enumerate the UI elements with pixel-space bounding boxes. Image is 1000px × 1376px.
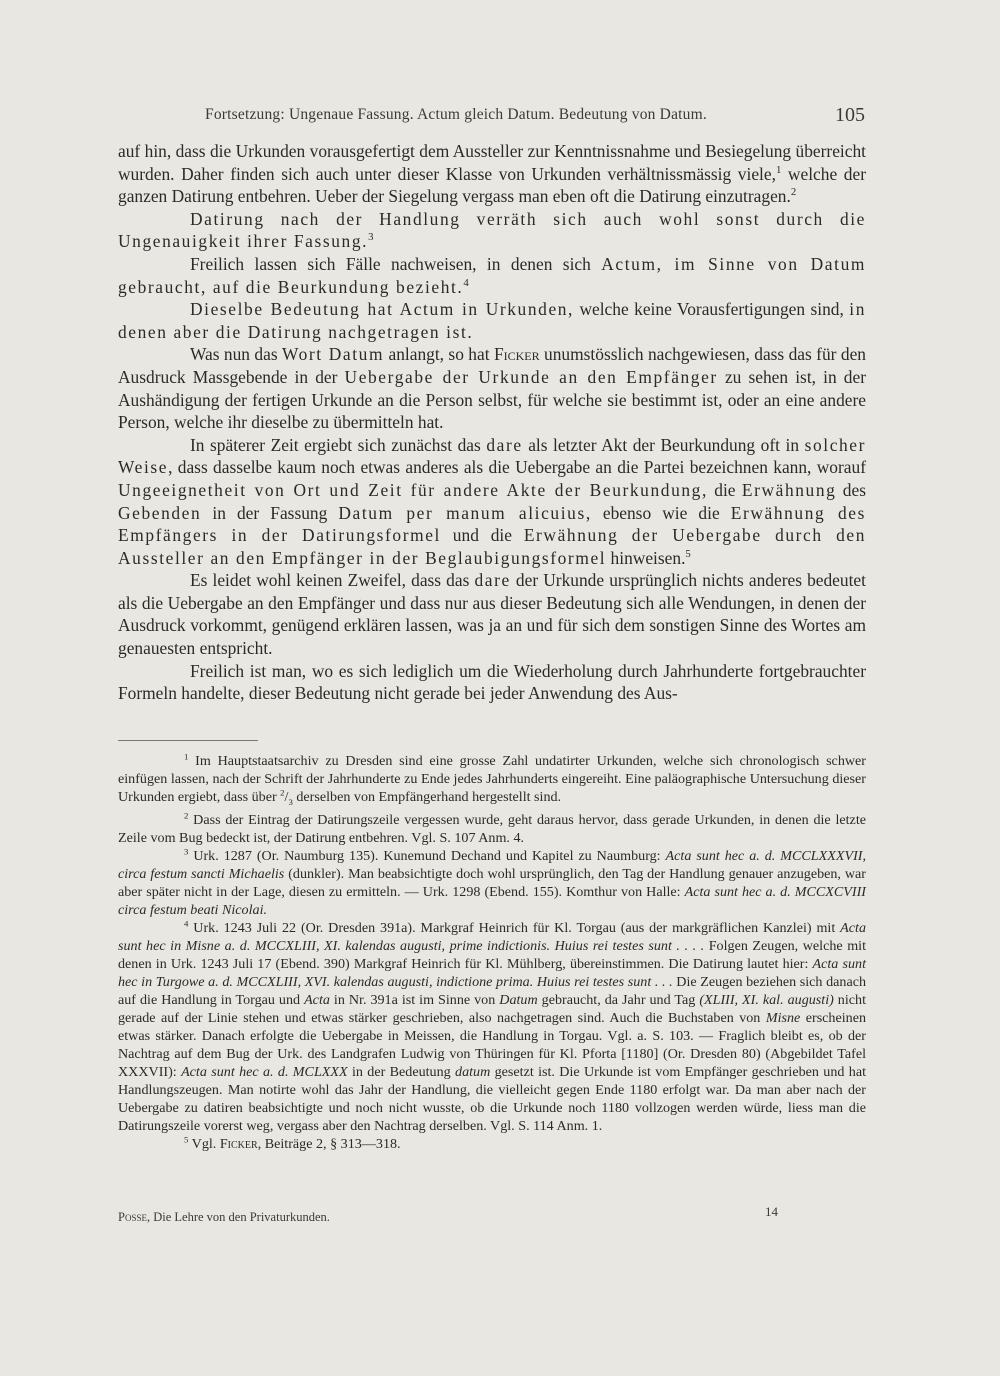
footnote-1: $^1$ Im Hauptstaatsarchiv zu Dresden sind eine grosse Zahl undatirter Urkunden, welche sich chronologisch schwer einfügen lassen, nach der Schrift der Jahrhunderte zu Ende jedes Jahrhunderts eingereiht. Eine paläographische Untersuchung dieser Urkunden ergiebt, dass über $^2/_3$ derselben von Empfängerhand hergestellt sind. bbox=[118, 751, 866, 807]
running-title: Fortsetzung: Ungenaue Fassung. Actum gleich Datum. Bedeutung von Datum. bbox=[205, 106, 707, 123]
paragraph-1 bbox=[118, 140, 866, 208]
text-span: zu sehen ist, in der Aushändigung der fertigen Urkunde an die Person selbst, für welche sie bestimmt ist, oder an eine andere Person, welche ihr dieselbe zu übermitteln hat. bbox=[118, 366, 866, 433]
page-number: 105 bbox=[835, 104, 865, 126]
spaced-text: in denen aber die Datirung nachgetragen ist. bbox=[118, 299, 866, 342]
spaced-text: Dieselbe Bedeutung hat Actum in Urkunden, bbox=[190, 299, 575, 320]
footnote-ref-5: 5 bbox=[685, 547, 691, 560]
text-span: als letzter Akt der Beurkundung oft in bbox=[522, 434, 805, 455]
footnote-mark: 3 bbox=[184, 846, 189, 857]
footnote-mark: 5 bbox=[184, 1134, 189, 1145]
footer-author: Posse bbox=[118, 1210, 147, 1224]
text-span: Folgen Zeugen, welche mit denen in Urk. 1243 Juli 17 (Ebend. 390) Markgraf Heinrich für Kl. Mühlberg, übereinstimmen. Die Datirung lautet hier: bbox=[118, 937, 866, 972]
text-span: , dass dasselbe kaum noch etwas anderes als die Uebergabe an die Partei bezeichnen kann, worauf bbox=[168, 457, 866, 478]
text-span: erscheinen etwas stärker. Danach erfolgte die Uebergabe in Meissen, die Handlung in Torgau. Vgl. a. S. 103. — Fraglich bleibt es, ob der Nachtrag auf dem Bug der Urk. des Landgrafen Ludwig von Thüringen für Kl. Pforta [1180] (Or. Dresden 80) (Abgebildet Tafel XXXVII): bbox=[118, 1009, 867, 1080]
page-footer bbox=[118, 1204, 778, 1232]
text-span: Es leidet wohl keinen Zweifel, dass das bbox=[190, 570, 475, 591]
italic-quote: Acta sunt hec a. d. MCCLXXXVII, circa festum sancti Michaelis bbox=[118, 847, 866, 882]
italic-quote: Acta sunt hec in Misne a. d. MCCXLIII, XI. kalendas augusti, prime indictionis. Huius rei testes sunt . . . . bbox=[118, 919, 866, 954]
text-span: in der Fassung bbox=[201, 502, 339, 523]
paragraph-5 bbox=[118, 343, 866, 433]
italic-quote: Datum bbox=[499, 991, 538, 1008]
text-span: des bbox=[836, 479, 866, 500]
spaced-text: Datum per manum alicuius, bbox=[338, 502, 592, 523]
fraction-denominator: 3 bbox=[288, 796, 293, 807]
text-span: Die Zeugen beziehen sich danach auf die Handlung in Torgau und bbox=[118, 973, 866, 1008]
spaced-text: dare bbox=[474, 570, 511, 591]
author-name: Ficker bbox=[493, 344, 540, 365]
footnote-mark: 2 bbox=[184, 810, 189, 821]
text-span: auf hin, dass die Urkunden vorausgefertigt dem Aussteller zur Kenntnissnahme und Besiegelung überreicht wurden. Daher finden sich auch unter dieser Klasse von Urkunden verhältnissmässig viele, bbox=[118, 141, 866, 184]
italic-quote: Acta bbox=[304, 991, 330, 1008]
text-span: Dass der Eintrag der Datirungszeile vergessen wurde, geht daraus hervor, dass gerade Urkunden, in denen die letzte Zeile vom Bug bedeckt ist, der Datirung entbehren. Vgl. S. 107 Anm. 4. bbox=[118, 811, 866, 846]
spaced-text: Erwähnung der Uebergabe durch den Aussteller an den Empfänger in der Beglaubigungsformel bbox=[118, 525, 866, 568]
paragraph-8: Freilich ist man, wo es sich lediglich um die Wiederholung durch Jahrhunderte fortgebrauchter Formeln handelte, dieser Bedeutung nicht gerade bei jeder Anwendung des Aus- bbox=[118, 660, 866, 704]
running-header bbox=[120, 104, 865, 130]
text-span: Was nun das bbox=[190, 344, 282, 365]
footnote-divider bbox=[118, 740, 258, 741]
italic-quote: Acta sunt hec a. d. MCCXCVIII circa festum beati Nicolai. bbox=[118, 883, 866, 918]
italic-quote: Acta sunt hec in Turgowe a. d. MCCXLIII, XVI. kalendas augusti, indictione prima. Huius rei testes sunt . . . bbox=[118, 955, 866, 990]
text-span: gebraucht, da Jahr und Tag bbox=[537, 991, 700, 1008]
italic-quote: (XLIII, XI. kal. augusti) bbox=[699, 991, 834, 1008]
text-span: Urk. 1287 (Or. Naumburg 135). Kunemund Dechand und Kapitel zu Naumburg: bbox=[188, 847, 666, 864]
italic-quote: Acta sunt hec a. d. MCLXXX bbox=[181, 1063, 348, 1080]
text-span: gesetzt ist. Die Urkunde ist vom Empfänger geschrieben und hat Handlungszeugen. Man notirte wohl das Jahr der Handlung, die vielleicht gegen Ende 1180 erfolgt war. Da man aber nach der Uebergabe zu datiren beabsichtigte und noch nicht wusste, ob die Urkunde noch 1180 vollzogen werden würde, liess man die Datirungszeile vorerst weg, vergass aber den Nachtrag derselben. Vgl. S. 114 Anm. 1. bbox=[118, 1063, 866, 1134]
footnotes bbox=[118, 752, 866, 1153]
paragraph-7 bbox=[118, 569, 866, 659]
text-span: derselben von Empfängerhand hergestellt sind. bbox=[292, 789, 562, 805]
footnote-mark: 4 bbox=[184, 918, 189, 929]
footnote-4 bbox=[118, 919, 866, 1135]
spaced-text: dare bbox=[486, 434, 523, 455]
footnote-ref-1: 1 bbox=[775, 163, 782, 176]
footnote-2 bbox=[118, 811, 866, 847]
spaced-text: Gebenden bbox=[118, 502, 202, 523]
text-span: Freilich lassen sich Fälle nachweisen, in denen sich bbox=[190, 253, 602, 274]
text-span: nicht gerade auf der Linie stehen und etwas stärker geschrieben, also nachgetragen sind. Auch die Buchstaben von bbox=[118, 991, 866, 1026]
spaced-text: Uebergabe der Urkunde an den Empfänger bbox=[344, 366, 718, 387]
text-span: in der Bedeutung bbox=[347, 1063, 456, 1080]
text-span: Urk. 1243 Juli 22 (Or. Dresden 391a). Markgraf Heinrich für Kl. Torgau (aus der markgräflichen Kanzlei) mit bbox=[188, 919, 841, 936]
italic-quote: Misne bbox=[765, 1009, 801, 1026]
footer-title: , Die Lehre von den Privaturkunden. bbox=[146, 1210, 330, 1224]
text-span: In späterer Zeit ergiebt sich zunächst das bbox=[190, 434, 487, 455]
text-span: der Urkunde ursprünglich nichts anderes bedeutet als die Uebergabe an den Empfänger und dass nur aus dieser Bedeutung sich alle Wendungen, in denen der Ausdruck vorkommt, genügend erklären lassen, was ja an und für sich dem sonstigen Sinne des Wortes am genauesten entspricht. bbox=[118, 570, 866, 659]
italic-quote: datum bbox=[455, 1063, 491, 1080]
paragraph-4 bbox=[118, 298, 866, 343]
author-name: Ficker bbox=[219, 1135, 258, 1152]
footnote-mark: 1 bbox=[184, 751, 189, 762]
paragraph-6 bbox=[118, 434, 866, 570]
spaced-text: Erwähnung bbox=[741, 479, 837, 500]
text-span: in Nr. 391a ist im Sinne von bbox=[329, 991, 500, 1008]
text-span: die bbox=[707, 479, 742, 500]
fraction-numerator: 2 bbox=[280, 787, 285, 798]
paragraph-2 bbox=[118, 208, 866, 253]
main-text bbox=[118, 140, 866, 705]
text-span: welche keine Vorausfertigungen sind, bbox=[574, 299, 850, 320]
signature-mark: 14 bbox=[765, 1204, 778, 1219]
paragraph-3 bbox=[118, 253, 866, 298]
text-span: Vgl. bbox=[188, 1135, 220, 1152]
spaced-text: Erwähnung des Empfängers in der Datirungsformel bbox=[118, 502, 866, 546]
footnote-5 bbox=[118, 1135, 866, 1153]
text-span: welche der ganzen Datirung entbehren. Ueber der Siegelung vergass man eben oft die Datirung einzutragen. bbox=[118, 163, 866, 207]
spaced-text: Ungeeignetheit von Ort und Zeit für andere Akte der Beurkundung, bbox=[118, 479, 708, 500]
spaced-text: solcher Weise bbox=[118, 434, 867, 478]
text-span: (dunkler). Man beabsichtigte doch wohl ursprünglich, den Tag der Handlung genauer anzugeben, war aber später nicht in der Lage, diesen zu ermitteln. — Urk. 1298 (Ebend. 155). Komthur von Halle: bbox=[118, 865, 866, 900]
text-span: hinweisen. bbox=[606, 547, 686, 568]
spaced-text: Datirung nach der Handlung verräth sich auch wohl sonst durch die Ungenauigkeit ihrer Fassung. bbox=[118, 208, 866, 252]
text-span: ebenso wie die bbox=[591, 502, 731, 523]
text-span: unumstösslich nachgewiesen, dass das für den Ausdruck Massgebende in der bbox=[118, 344, 866, 387]
footnote-3 bbox=[118, 847, 866, 919]
text-span: , Beiträge 2, § 313—318. bbox=[257, 1135, 401, 1152]
footnote-ref-2: 2 bbox=[790, 186, 797, 199]
footnote-ref-3: 3 bbox=[368, 231, 374, 244]
spaced-text: Wort Datum bbox=[282, 344, 385, 365]
text-span: Im Hauptstaatsarchiv zu Dresden sind eine grosse Zahl undatirter Urkunden, welche sich chronologisch schwer einfügen lassen, nach der Schrift der Jahrhunderte zu Ende jedes Jahrhunderts eingereiht. Eine paläographische Untersuchung dieser Urkunden ergiebt, dass über bbox=[118, 753, 866, 805]
text-span: und die bbox=[440, 525, 524, 546]
spaced-text: Actum, im Sinne von Datum gebraucht, auf die Beurkundung bezieht. bbox=[118, 253, 866, 297]
footnote-ref-4: 4 bbox=[463, 276, 469, 289]
text-span: anlangt, so hat bbox=[384, 344, 494, 365]
